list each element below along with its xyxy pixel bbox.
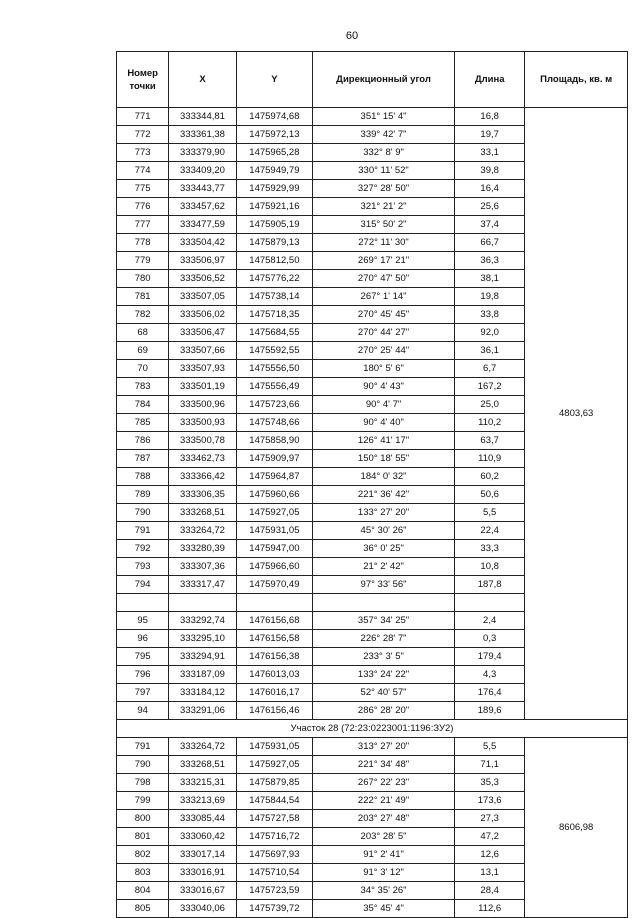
point-number-cell: 790	[117, 756, 169, 774]
direction-angle-cell: 357° 34' 25"	[313, 612, 455, 630]
direction-angle-cell: 327° 28' 50"	[313, 180, 455, 198]
direction-angle-cell: 267° 22' 23"	[313, 774, 455, 792]
y-cell: 1475710,54	[236, 864, 312, 882]
length-cell: 187,8	[454, 576, 524, 594]
point-number-cell: 790	[117, 504, 169, 522]
x-cell: 333366,42	[169, 468, 236, 486]
direction-angle-cell: 184° 0' 32"	[313, 468, 455, 486]
point-number-cell: 95	[117, 612, 169, 630]
length-cell: 27,3	[454, 810, 524, 828]
x-cell: 333016,67	[169, 882, 236, 900]
x-cell: 333268,51	[169, 504, 236, 522]
y-cell: 1475974,68	[236, 108, 312, 126]
point-number-cell: 784	[117, 396, 169, 414]
y-cell: 1475909,97	[236, 450, 312, 468]
y-cell: 1475776,22	[236, 270, 312, 288]
point-number-cell: 773	[117, 144, 169, 162]
point-number-cell: 69	[117, 342, 169, 360]
y-cell: 1475879,85	[236, 774, 312, 792]
x-cell: 333462,73	[169, 450, 236, 468]
header-y: Y	[236, 52, 312, 108]
x-cell: 333504,42	[169, 234, 236, 252]
x-cell: 333500,93	[169, 414, 236, 432]
point-number-cell: 772	[117, 126, 169, 144]
direction-angle-cell: 330° 11' 52"	[313, 162, 455, 180]
length-cell: 13,1	[454, 864, 524, 882]
point-number-cell: 800	[117, 810, 169, 828]
table-row	[117, 738, 628, 756]
x-cell: 333215,31	[169, 774, 236, 792]
length-cell: 4,3	[454, 666, 524, 684]
header-direction-angle: Дирекционный угол	[313, 52, 455, 108]
y-cell: 1475921,16	[236, 198, 312, 216]
x-cell: 333306,35	[169, 486, 236, 504]
x-cell: 333506,52	[169, 270, 236, 288]
direction-angle-cell: 226° 28' 7"	[313, 630, 455, 648]
y-cell: 1475684,55	[236, 324, 312, 342]
length-cell: 173,6	[454, 792, 524, 810]
point-number-cell: 775	[117, 180, 169, 198]
x-cell: 333016,91	[169, 864, 236, 882]
y-cell: 1476016,17	[236, 684, 312, 702]
y-cell: 1475718,35	[236, 306, 312, 324]
direction-angle-cell: 91° 2' 41"	[313, 846, 455, 864]
x-cell: 333344,81	[169, 108, 236, 126]
direction-angle-cell: 90° 4' 43"	[313, 378, 455, 396]
point-number-cell: 799	[117, 792, 169, 810]
length-cell: 37,4	[454, 216, 524, 234]
table-body	[117, 108, 628, 918]
direction-angle-cell: 203° 27' 48"	[313, 810, 455, 828]
length-cell: 25,0	[454, 396, 524, 414]
point-number-cell: 786	[117, 432, 169, 450]
y-cell: 1475723,66	[236, 396, 312, 414]
point-number-cell: 785	[117, 414, 169, 432]
point-number-cell: 774	[117, 162, 169, 180]
y-cell: 1475947,00	[236, 540, 312, 558]
y-cell: 1475931,05	[236, 522, 312, 540]
direction-angle-cell: 321° 21' 2"	[313, 198, 455, 216]
header-area: Площадь, кв. м	[525, 52, 628, 108]
y-cell: 1475812,50	[236, 252, 312, 270]
length-cell: 2,4	[454, 612, 524, 630]
direction-angle-cell: 90° 4' 7"	[313, 396, 455, 414]
x-cell: 333506,02	[169, 306, 236, 324]
length-cell: 19,8	[454, 288, 524, 306]
length-cell: 19,7	[454, 126, 524, 144]
direction-angle-cell: 286° 28' 20"	[313, 702, 455, 720]
point-number-cell: 791	[117, 738, 169, 756]
x-cell: 333264,72	[169, 738, 236, 756]
length-cell: 189,6	[454, 702, 524, 720]
x-cell: 333213,69	[169, 792, 236, 810]
header-x: X	[169, 52, 236, 108]
y-cell: 1475905,19	[236, 216, 312, 234]
direction-angle-cell: 91° 3' 12"	[313, 864, 455, 882]
point-number-cell: 780	[117, 270, 169, 288]
length-cell: 50,6	[454, 486, 524, 504]
x-cell: 333507,66	[169, 342, 236, 360]
x-cell: 333409,20	[169, 162, 236, 180]
x-cell: 333477,59	[169, 216, 236, 234]
x-cell: 333457,62	[169, 198, 236, 216]
x-cell: 333268,51	[169, 756, 236, 774]
y-cell: 1475879,13	[236, 234, 312, 252]
length-cell: 33,1	[454, 144, 524, 162]
point-number-cell: 798	[117, 774, 169, 792]
point-number-cell: 803	[117, 864, 169, 882]
x-cell: 333292,74	[169, 612, 236, 630]
direction-angle-cell: 203° 28' 5"	[313, 828, 455, 846]
direction-angle-cell: 313° 27' 20"	[313, 738, 455, 756]
point-number-cell: 783	[117, 378, 169, 396]
length-cell: 39,8	[454, 162, 524, 180]
point-number-cell: 792	[117, 540, 169, 558]
length-cell: 12,6	[454, 846, 524, 864]
x-cell: 333264,72	[169, 522, 236, 540]
point-number-cell: 787	[117, 450, 169, 468]
x-cell: 333040,06	[169, 900, 236, 918]
x-cell: 333184,12	[169, 684, 236, 702]
direction-angle-cell: 315° 50' 2"	[313, 216, 455, 234]
x-cell: 333060,42	[169, 828, 236, 846]
point-number-cell: 804	[117, 882, 169, 900]
direction-angle-cell: 270° 25' 44"	[313, 342, 455, 360]
direction-angle-cell: 269° 17' 21"	[313, 252, 455, 270]
direction-angle-cell: 221° 34' 48"	[313, 756, 455, 774]
length-cell: 10,8	[454, 558, 524, 576]
point-number-cell: 788	[117, 468, 169, 486]
length-cell: 36,3	[454, 252, 524, 270]
y-cell: 1476156,68	[236, 612, 312, 630]
y-cell: 1475738,14	[236, 288, 312, 306]
table-header-row	[117, 52, 628, 108]
y-cell: 1476156,38	[236, 648, 312, 666]
length-cell: 28,4	[454, 882, 524, 900]
y-cell: 1475748,66	[236, 414, 312, 432]
length-cell: 6,7	[454, 360, 524, 378]
y-cell: 1475592,55	[236, 342, 312, 360]
length-cell: 110,2	[454, 414, 524, 432]
x-cell: 333506,47	[169, 324, 236, 342]
y-cell: 1475727,58	[236, 810, 312, 828]
direction-angle-cell: 267° 1' 14"	[313, 288, 455, 306]
point-number-cell: 802	[117, 846, 169, 864]
point-number-cell: 779	[117, 252, 169, 270]
point-number-cell: 70	[117, 360, 169, 378]
y-cell: 1475964,87	[236, 468, 312, 486]
y-cell: 1475844,54	[236, 792, 312, 810]
length-cell: 38,1	[454, 270, 524, 288]
direction-angle-cell: 222° 21' 49"	[313, 792, 455, 810]
direction-angle-cell: 351° 15' 4"	[313, 108, 455, 126]
direction-angle-cell: 97° 33' 56"	[313, 576, 455, 594]
length-cell: 60,2	[454, 468, 524, 486]
x-cell: 333291,06	[169, 702, 236, 720]
length-cell: 176,4	[454, 684, 524, 702]
length-cell: 35,3	[454, 774, 524, 792]
point-number-cell: 801	[117, 828, 169, 846]
length-cell: 33,3	[454, 540, 524, 558]
point-number-cell: 793	[117, 558, 169, 576]
point-number-cell: 797	[117, 684, 169, 702]
direction-angle-cell: 339° 42' 7"	[313, 126, 455, 144]
empty-cell	[454, 594, 524, 612]
y-cell: 1475556,49	[236, 378, 312, 396]
y-cell: 1476156,58	[236, 630, 312, 648]
point-number-cell: 776	[117, 198, 169, 216]
y-cell: 1475697,93	[236, 846, 312, 864]
page-number: 60	[345, 30, 359, 42]
y-cell: 1476013,03	[236, 666, 312, 684]
x-cell: 333501,19	[169, 378, 236, 396]
point-number-cell: 805	[117, 900, 169, 918]
direction-angle-cell: 272° 11' 30"	[313, 234, 455, 252]
x-cell: 333085,44	[169, 810, 236, 828]
point-number-cell: 796	[117, 666, 169, 684]
header-point-number: Номер точки	[117, 52, 169, 108]
direction-angle-cell: 133° 27' 20"	[313, 504, 455, 522]
length-cell: 36,1	[454, 342, 524, 360]
y-cell: 1475949,79	[236, 162, 312, 180]
length-cell: 16,4	[454, 180, 524, 198]
point-number-cell: 68	[117, 324, 169, 342]
x-cell: 333280,39	[169, 540, 236, 558]
x-cell: 333017,14	[169, 846, 236, 864]
section-title: Участок 28 (72:23:0223001:1196:ЗУ2)	[117, 720, 628, 738]
empty-cell	[117, 594, 169, 612]
direction-angle-cell: 21° 2' 42"	[313, 558, 455, 576]
x-cell: 333506,97	[169, 252, 236, 270]
point-number-cell: 794	[117, 576, 169, 594]
empty-cell	[313, 594, 455, 612]
y-cell: 1475556,50	[236, 360, 312, 378]
point-number-cell: 789	[117, 486, 169, 504]
x-cell: 333507,93	[169, 360, 236, 378]
direction-angle-cell: 133° 24' 22"	[313, 666, 455, 684]
direction-angle-cell: 52° 40' 57"	[313, 684, 455, 702]
y-cell: 1476156,46	[236, 702, 312, 720]
x-cell: 333294,91	[169, 648, 236, 666]
y-cell: 1475972,13	[236, 126, 312, 144]
length-cell: 5,5	[454, 738, 524, 756]
point-number-cell: 795	[117, 648, 169, 666]
x-cell: 333187,09	[169, 666, 236, 684]
direction-angle-cell: 270° 44' 27"	[313, 324, 455, 342]
direction-angle-cell: 34° 35' 26"	[313, 882, 455, 900]
x-cell: 333295,10	[169, 630, 236, 648]
area-cell: 4803,63	[525, 108, 628, 720]
direction-angle-cell: 150° 18' 55"	[313, 450, 455, 468]
point-number-cell: 778	[117, 234, 169, 252]
direction-angle-cell: 180° 5' 6"	[313, 360, 455, 378]
table-row	[117, 108, 628, 126]
point-number-cell: 777	[117, 216, 169, 234]
y-cell: 1475927,05	[236, 504, 312, 522]
length-cell: 110,9	[454, 450, 524, 468]
y-cell: 1475929,99	[236, 180, 312, 198]
x-cell: 333361,38	[169, 126, 236, 144]
y-cell: 1475965,28	[236, 144, 312, 162]
empty-cell	[169, 594, 236, 612]
y-cell: 1475858,90	[236, 432, 312, 450]
empty-cell	[236, 594, 312, 612]
area-cell: 8606,98	[525, 738, 628, 918]
direction-angle-cell: 90° 4' 40"	[313, 414, 455, 432]
point-number-cell: 791	[117, 522, 169, 540]
x-cell: 333307,36	[169, 558, 236, 576]
x-cell: 333507,05	[169, 288, 236, 306]
direction-angle-cell: 36° 0' 25"	[313, 540, 455, 558]
point-number-cell: 94	[117, 702, 169, 720]
length-cell: 66,7	[454, 234, 524, 252]
length-cell: 47,2	[454, 828, 524, 846]
point-number-cell: 782	[117, 306, 169, 324]
direction-angle-cell: 270° 45' 45"	[313, 306, 455, 324]
direction-angle-cell: 332° 8' 9"	[313, 144, 455, 162]
x-cell: 333317,47	[169, 576, 236, 594]
x-cell: 333443,77	[169, 180, 236, 198]
y-cell: 1475931,05	[236, 738, 312, 756]
x-cell: 333500,78	[169, 432, 236, 450]
length-cell: 71,1	[454, 756, 524, 774]
direction-angle-cell: 126° 41' 17"	[313, 432, 455, 450]
length-cell: 167,2	[454, 378, 524, 396]
section-title-row	[117, 720, 628, 738]
length-cell: 179,4	[454, 648, 524, 666]
point-number-cell: 781	[117, 288, 169, 306]
length-cell: 33,8	[454, 306, 524, 324]
direction-angle-cell: 45° 30' 26"	[313, 522, 455, 540]
y-cell: 1475739,72	[236, 900, 312, 918]
coordinates-table	[116, 51, 628, 918]
direction-angle-cell: 233° 3' 5"	[313, 648, 455, 666]
y-cell: 1475960,66	[236, 486, 312, 504]
y-cell: 1475723,59	[236, 882, 312, 900]
length-cell: 25,6	[454, 198, 524, 216]
direction-angle-cell: 270° 47' 50"	[313, 270, 455, 288]
length-cell: 5,5	[454, 504, 524, 522]
y-cell: 1475970,49	[236, 576, 312, 594]
length-cell: 92,0	[454, 324, 524, 342]
length-cell: 16,8	[454, 108, 524, 126]
length-cell: 63,7	[454, 432, 524, 450]
direction-angle-cell: 221° 36' 42"	[313, 486, 455, 504]
length-cell: 22,4	[454, 522, 524, 540]
y-cell: 1475716,72	[236, 828, 312, 846]
point-number-cell: 96	[117, 630, 169, 648]
direction-angle-cell: 35° 45' 4"	[313, 900, 455, 918]
point-number-cell: 771	[117, 108, 169, 126]
x-cell: 333500,96	[169, 396, 236, 414]
y-cell: 1475927,05	[236, 756, 312, 774]
length-cell: 112,6	[454, 900, 524, 918]
x-cell: 333379,90	[169, 144, 236, 162]
length-cell: 0,3	[454, 630, 524, 648]
header-length: Длина	[454, 52, 524, 108]
y-cell: 1475966,60	[236, 558, 312, 576]
